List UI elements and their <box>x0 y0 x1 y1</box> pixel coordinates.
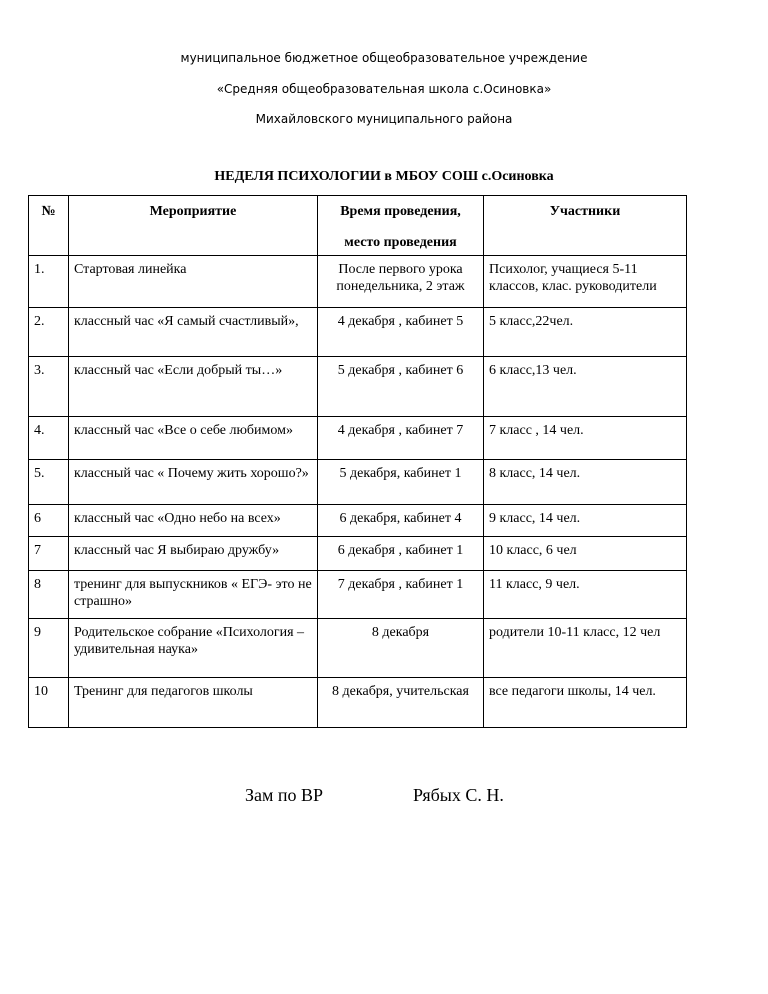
row-time-cell: 8 декабря, учительская <box>318 678 484 728</box>
row-time-cell: 4 декабря , кабинет 7 <box>318 417 484 460</box>
table-row <box>29 308 687 357</box>
table-row <box>29 357 687 417</box>
row-num-cell: 4. <box>29 417 69 460</box>
row-time-cell: После первого урока понедельника, 2 этаж <box>318 256 484 308</box>
row-num-cell: 10 <box>29 678 69 728</box>
row-event-cell: классный час «Одно небо на всех» <box>69 505 318 537</box>
row-num-cell: 5. <box>29 460 69 505</box>
row-participants-cell: 8 класс, 14 чел. <box>484 460 687 505</box>
row-participants-cell: родители 10-11 класс, 12 чел <box>484 619 687 678</box>
row-num-cell: 8 <box>29 571 69 619</box>
row-time-cell: 5 декабря, кабинет 1 <box>318 460 484 505</box>
table-row <box>29 619 687 678</box>
row-event-cell: Тренинг для педагогов школы <box>69 678 318 728</box>
row-event-cell: классный час «Я самый счастливый», <box>69 308 318 357</box>
col-header-participants: Участники <box>484 196 687 256</box>
row-time-cell: 6 декабря , кабинет 1 <box>318 537 484 571</box>
document-title: НЕДЕЛЯ ПСИХОЛОГИИ в МБОУ СОШ с.Осиновка <box>214 169 554 184</box>
district-name: Михайловского муниципального района <box>255 112 513 126</box>
row-event-cell: классный час «Все о себе любимом» <box>69 417 318 460</box>
col-header-time <box>318 196 484 256</box>
row-participants-cell: 11 класс, 9 чел. <box>484 571 687 619</box>
signature-name: Рябых С. Н. <box>413 785 504 805</box>
table-row <box>29 505 687 537</box>
table-row <box>29 678 687 728</box>
row-event-cell: классный час « Почему жить хорошо?» <box>69 460 318 505</box>
col-header-time-line1: Время проведения, <box>340 204 461 219</box>
row-participants-cell: 9 класс, 14 чел. <box>484 505 687 537</box>
col-header-event: Мероприятие <box>69 196 318 256</box>
events-table <box>28 195 687 728</box>
row-num-cell: 1. <box>29 256 69 308</box>
row-participants-cell: все педагоги школы, 14 чел. <box>484 678 687 728</box>
row-time-cell: 6 декабря, кабинет 4 <box>318 505 484 537</box>
row-time-cell: 5 декабря , кабинет 6 <box>318 357 484 417</box>
col-header-num: № <box>29 196 69 256</box>
row-participants-cell: Психолог, учащиеся 5-11 классов, клас. руководители <box>484 256 687 308</box>
row-num-cell: 3. <box>29 357 69 417</box>
row-time-cell: 4 декабря , кабинет 5 <box>318 308 484 357</box>
table-row <box>29 256 687 308</box>
table-row <box>29 460 687 505</box>
row-participants-cell: 5 класс,22чел. <box>484 308 687 357</box>
row-num-cell: 2. <box>29 308 69 357</box>
row-num-cell: 7 <box>29 537 69 571</box>
table-row <box>29 417 687 460</box>
row-event-cell: Родительское собрание «Психология – удивительная наука» <box>69 619 318 678</box>
row-participants-cell: 10 класс, 6 чел <box>484 537 687 571</box>
row-event-cell: классный час Я выбираю дружбу» <box>69 537 318 571</box>
school-name: «Средняя общеобразовательная школа с.Осиновка» <box>216 82 552 96</box>
row-num-cell: 6 <box>29 505 69 537</box>
col-header-time-line2: место проведения <box>344 235 457 250</box>
row-participants-cell: 7 класс , 14 чел. <box>484 417 687 460</box>
row-event-cell: классный час «Если добрый ты…» <box>69 357 318 417</box>
org-name: муниципальное бюджетное общеобразовательное учреждение <box>180 51 588 65</box>
signature-position: Зам по ВР <box>245 785 324 805</box>
row-event-cell: тренинг для выпускников « ЕГЭ- это не страшно» <box>69 571 318 619</box>
row-time-cell: 7 декабря , кабинет 1 <box>318 571 484 619</box>
table-row <box>29 537 687 571</box>
table-header-row <box>29 196 687 256</box>
row-time-cell: 8 декабря <box>318 619 484 678</box>
row-event-cell: Стартовая линейка <box>69 256 318 308</box>
row-participants-cell: 6 класс,13 чел. <box>484 357 687 417</box>
table-row <box>29 571 687 619</box>
row-num-cell: 9 <box>29 619 69 678</box>
